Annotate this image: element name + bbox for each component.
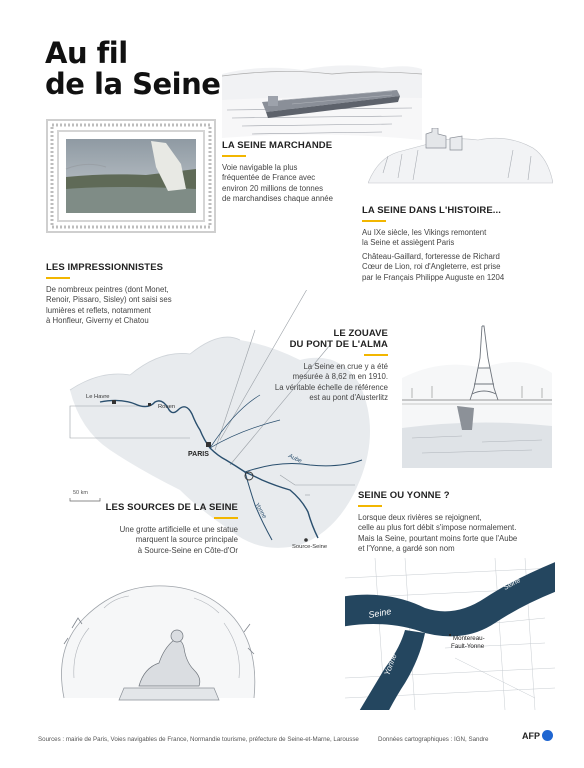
text-line: Voie navigable la plus	[222, 163, 298, 172]
text-line: mesurée à 8,62 m en 1910.	[292, 372, 388, 382]
text-line: Lorsque deux rivières se rejoignent,	[358, 513, 482, 522]
accent-rule	[362, 220, 386, 222]
section-histoire	[362, 205, 552, 283]
inset-label-seine: Seine	[367, 606, 393, 620]
afp-logo-text: AFP	[522, 730, 540, 741]
label-yonne: Yonne	[253, 502, 267, 520]
text-line: de marchandises chaque année	[222, 194, 333, 204]
inset-label-seine-small: Seine	[502, 577, 522, 592]
text-line: La véritable échelle de référence	[274, 382, 388, 392]
heading-line: DU PONT DE L'ALMA	[289, 339, 388, 350]
section-sources	[80, 502, 238, 556]
text-line: la Seine et assiègent Paris	[362, 238, 455, 248]
afp-logo	[522, 730, 553, 741]
painting-illustration	[46, 119, 216, 233]
inset-label-yonne: Yonne	[382, 652, 399, 677]
text-line: Une grotte artificielle et une statue	[119, 525, 238, 534]
section-heading: LA SEINE DANS L'HISTOIRE...	[362, 205, 502, 216]
text-line: et l'Yonne, a gardé son nom	[358, 544, 455, 554]
title-line-2: de la Seine	[45, 67, 221, 101]
text-line: Renoir, Pissaro, Sisley) ont saisi ses	[46, 295, 172, 305]
footer-cartography: Données cartographiques : IGN, Sandre	[378, 736, 489, 743]
accent-rule	[358, 505, 382, 507]
accent-rule	[214, 517, 238, 519]
section-heading: SEINE OU YONNE ?	[358, 490, 450, 501]
text-line: celle au plus fort débit s'impose normalement.	[358, 523, 517, 533]
text-line: Mais la Seine, pourtant moins forte que l'Aube	[358, 533, 518, 543]
page-title	[45, 38, 220, 100]
text-line: Au IXe siècle, les Vikings remontent	[362, 228, 487, 237]
source-marker	[304, 538, 308, 542]
text-line: marquent la source principale	[135, 535, 238, 545]
section-marchande	[222, 140, 362, 205]
section-text	[222, 163, 362, 205]
section-yonne	[358, 490, 568, 555]
city-marker-paris	[206, 442, 211, 447]
footer-sources: Sources : mairie de Paris, Voies navigables de France, Normandie tourisme, préfecture de Seine-et-Marne, Larousse	[38, 736, 359, 743]
accent-rule	[364, 354, 388, 356]
castle-illustration	[368, 128, 553, 188]
section-zouave	[236, 328, 388, 404]
painting-frame	[46, 119, 216, 233]
section-heading: LES IMPRESSIONNISTES	[46, 262, 164, 273]
inset-town-marker	[449, 634, 451, 636]
text-line: Château-Gaillard, forteresse de Richard	[362, 251, 500, 261]
label-rouen: Rouen	[158, 404, 176, 410]
accent-rule	[222, 155, 246, 157]
text-line: à Source-Seine en Côte-d'Or	[137, 545, 238, 555]
text-line: La Seine en crue y a été	[303, 362, 388, 371]
afp-logo-icon	[542, 730, 553, 741]
section-heading	[236, 328, 388, 350]
text-line: lumières et reflets, notamment	[46, 305, 151, 315]
inset-label-town-1: Montereau-	[453, 635, 485, 642]
label-le-havre: Le Havre	[86, 394, 110, 400]
text-line: environ 20 millions de tonnes	[222, 183, 323, 193]
section-heading: LA SEINE MARCHANDE	[222, 140, 333, 151]
text-line: par le Français Philippe Auguste en 1204	[362, 272, 505, 282]
section-text	[358, 513, 568, 555]
heading-line: LE ZOUAVE	[333, 328, 388, 339]
section-text	[80, 525, 238, 556]
label-source-seine: Source-Seine	[292, 544, 328, 550]
city-marker-le-havre	[112, 400, 116, 404]
title-line-1: Au fil	[45, 36, 128, 70]
text-line: fréquentée de France avec	[222, 173, 316, 183]
city-marker-rouen	[148, 403, 151, 406]
text-line: Cœur de Lion, roi d'Angleterre, est prise	[362, 262, 501, 272]
accent-rule	[46, 277, 70, 279]
statue-grotto-illustration	[44, 568, 269, 708]
eiffel-tower-illustration	[402, 318, 552, 468]
scale-bar	[70, 490, 100, 501]
text-line: à Honfleur, Giverny et Chatou	[46, 316, 149, 326]
section-text	[236, 362, 388, 404]
text-line: De nombreux peintres (dont Monet,	[46, 285, 169, 294]
section-text	[362, 228, 552, 283]
text-line: est au pont d'Austerlitz	[309, 393, 388, 403]
section-heading: LES SOURCES DE LA SEINE	[105, 502, 238, 513]
scale-label: 50 km	[73, 490, 88, 496]
label-aube: Aube	[287, 453, 303, 465]
inset-label-town-2: Fault-Yonne	[451, 643, 485, 650]
label-paris: PARIS	[188, 451, 209, 458]
confluence-map	[345, 558, 555, 710]
